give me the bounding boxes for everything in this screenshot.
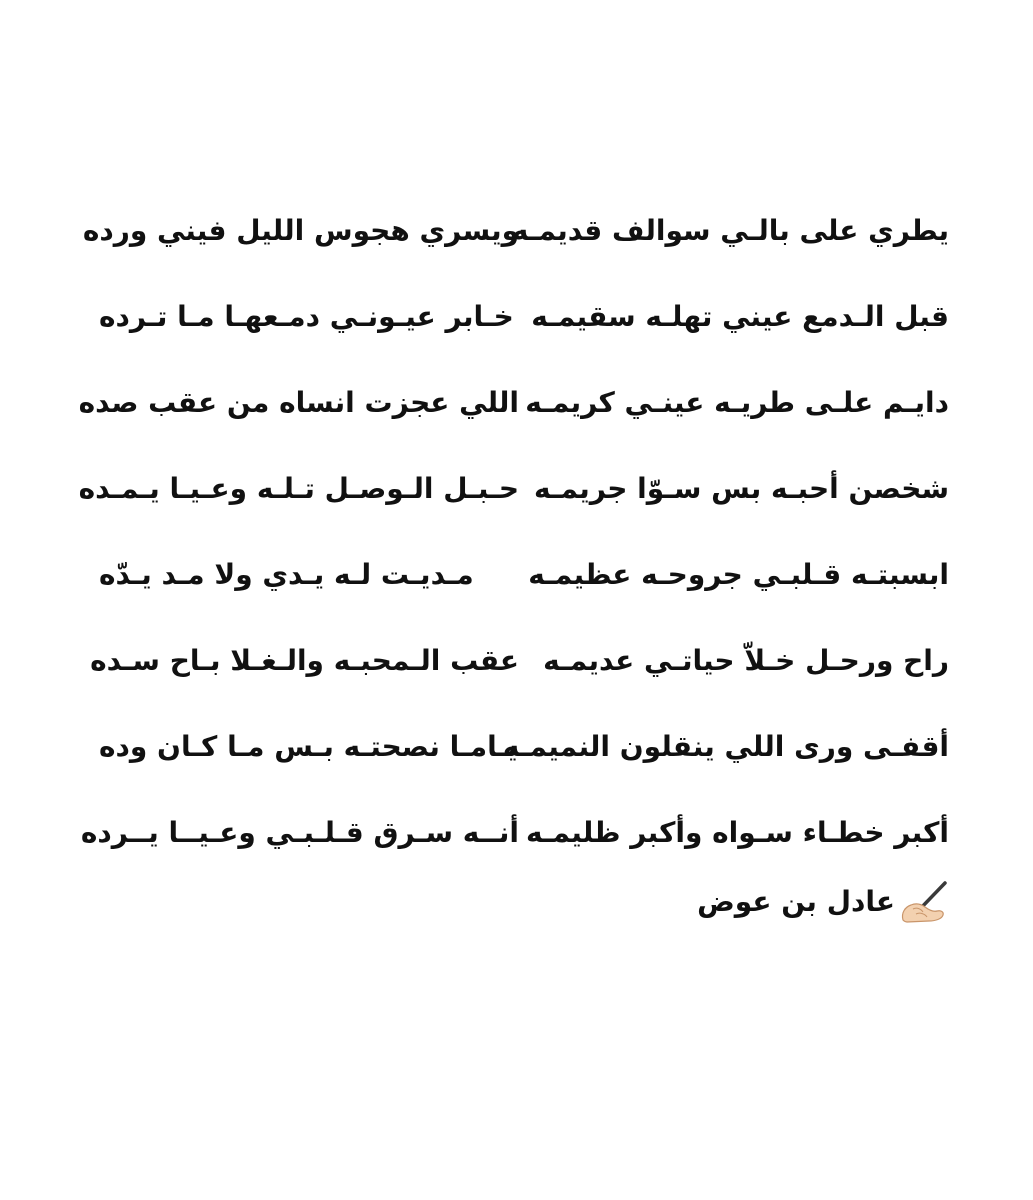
verse-4-first-hemistich: شخصن أحبـه بس سـوّا جريمـه <box>533 472 949 505</box>
verse-1 <box>82 188 949 274</box>
verse-6 <box>90 618 949 704</box>
writing-hand-icon <box>899 880 949 924</box>
verse-3-second-hemistich: اللي عجزت انساه من عقب صده <box>78 386 519 419</box>
verse-3 <box>78 360 949 446</box>
verse-1-first-hemistich: يطري على بالـي سوالف قديمـه <box>511 214 949 247</box>
verse-5-second-hemistich: مـديـت لـه يـدي ولا مـد يـدّه <box>99 558 474 591</box>
author-signature <box>697 880 949 924</box>
verse-2-first-hemistich: قبل الـدمع عيني تهلـه سقيمـه <box>531 300 949 333</box>
verse-8-second-hemistich: أنــه سـرق قـلـبـي وعـيــا يــرده <box>80 816 519 849</box>
verse-7 <box>99 704 949 790</box>
verse-2 <box>99 274 949 360</box>
verse-1-second-hemistich: ويسري هجوس الليل فيني ورده <box>82 214 519 247</box>
verse-3-first-hemistich: دايـم علـى طريـه عينـي كريمـه <box>525 386 949 419</box>
verse-4-second-hemistich: حـبـل الـوصـل تـلـه وعـيـا يـمـده <box>78 472 519 505</box>
poem <box>78 188 949 876</box>
author-name: عادل بن عوض <box>697 885 895 918</box>
verse-5-first-hemistich: ابسبتـه قـلبـي جروحـه عظيمـه <box>528 558 949 591</box>
verse-6-first-hemistich: راح ورحـل خـلاّ حياتـي عديمـه <box>543 644 949 677</box>
verse-8 <box>80 790 949 876</box>
verse-5 <box>99 532 949 618</box>
verse-7-first-hemistich: أقفـى ورى اللي ينقلون النميمـه <box>502 730 949 763</box>
verse-6-second-hemistich: عقب الـمحبـه والـغـلا بـاح سـده <box>90 644 519 677</box>
verse-2-second-hemistich: خـابر عيـونـي دمـعهـا مـا تـرده <box>99 300 514 333</box>
verse-7-second-hemistich: يـامـا نصحتـه بـس مـا كـان وده <box>99 730 518 763</box>
verse-4 <box>78 446 949 532</box>
verse-8-first-hemistich: أكبر خطـاء سـواه وأكبر ظليمـه <box>525 816 949 849</box>
